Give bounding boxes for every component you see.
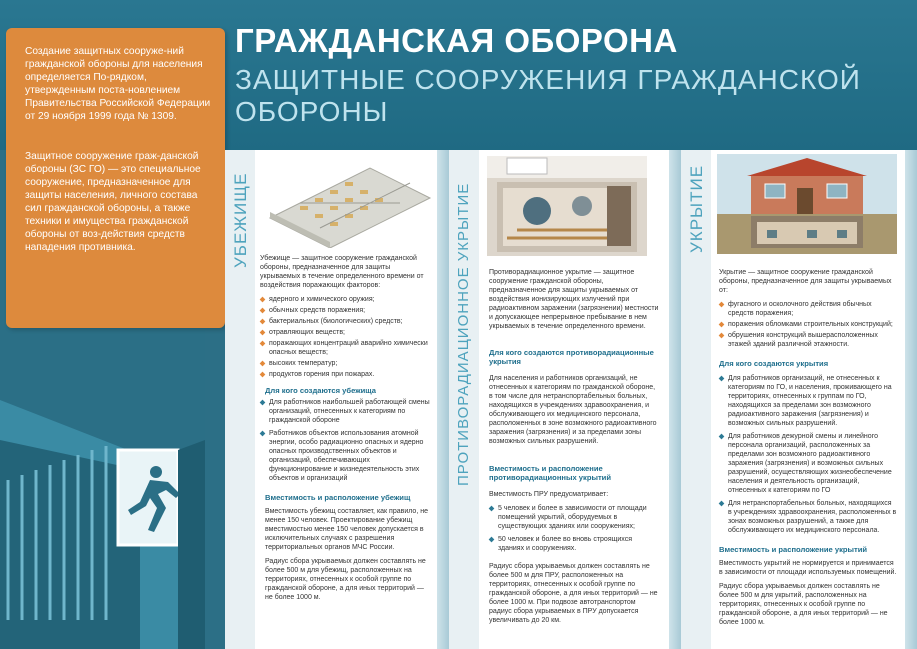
cover-for-whom-heading: Для кого создаются укрытия — [719, 359, 829, 368]
shelter-for-whom-item: Для работников наибольшей работающей смены организаций, отнесенных к категориям по гражданской обороне — [260, 398, 432, 425]
cover-capacity-text: Вместимость укрытий не нормируется и принимается в зависимости от площади используемых помещений. — [719, 560, 897, 576]
intro-paragraph-2: Защитное сооружение граж-данской обороны (ЗС ГО) — это специальное сооружение, предназначенное для защиты населения, личного состава сил гражданской обороны, а также техники и имущества гражданской обороны от воз-действия средств нападения противника. — [25, 151, 201, 253]
right-edge — [905, 150, 917, 649]
cover-capacity-heading: Вместимость и расположение укрытий — [719, 545, 868, 554]
cover-for-whom-item: Для нетранспортабельных больных, находящихся в учреждениях здравоохранения, расположенных в зонах возможных разрушений, а также для обслуживающего их медицинского персонала. — [719, 499, 897, 535]
shelter-definition: Убежище — защитное сооружение гражданской обороны, предназначенное для защиты укрываемых в течение определенного времени от воздействия поражающих факторов: — [260, 255, 424, 289]
cover-factor: фугасного и осколочного действия обычных средств поражения; — [719, 300, 897, 318]
shelter-factor: ядерного и химического оружия; — [260, 295, 432, 304]
panel-separator — [669, 150, 681, 649]
cover-for-whom-item: Для работников организаций, не отнесенных к категориям по ГО, и населения, проживающего на территориях, отнесенных к группам по ГО, находящихся за пределами зон возможного радиоактивного заражения (загрязнения) и возможных сильных разрушений. — [719, 374, 897, 428]
shelter-panel — [225, 150, 437, 649]
shelter-illustration — [260, 158, 432, 248]
pru-panel — [449, 150, 669, 649]
pru-capacity-item: 5 человек и более в зависимости от площади помещений укрытий, оборудуемых в существующих зданиях или сооружениях; — [489, 504, 659, 531]
pru-capacity-item: 50 человек и более во вновь строящихся зданиях и сооружениях. — [489, 535, 659, 553]
cover-radius-text: Радиус сбора укрываемых должен составлять не более 500 м для укрытий, расположенных на территориях, отнесенных к особой группе по гражданской обороне, а для иных территорий — не более 1000 м. — [719, 583, 888, 626]
page-subtitle: ЗАЩИТНЫЕ СООРУЖЕНИЯ ГРАЖДАНСКОЙ ОБОРОНЫ — [235, 64, 861, 127]
cover-label: УКРЫТИЕ — [687, 164, 706, 253]
shelter-for-whom-item: Работников объектов использования атомной энергии, особо радиационно опасных и ядерно опасных производственных объектов и организаций, обеспечивающих функционирование и жизнедеятельность этих объектов и организаций — [260, 429, 432, 483]
panel-separator — [437, 150, 449, 649]
cover-illustration — [717, 154, 897, 254]
shelter-capacity-text: Вместимость убежищ составляет, как правило, не менее 150 человек. Проектирование убежищ вместимостью менее 150 человек допускается в исключительных случаях с разрешения территориальных органов МЧС России. — [265, 508, 428, 551]
shelter-factor: высоких температур; — [260, 359, 432, 368]
shelter-factor: продуктов горения при пожарах. — [260, 370, 432, 379]
shelter-label: УБЕЖИЩЕ — [231, 172, 250, 268]
cover-for-whom-item: Для работников дежурной смены и линейного персонала организаций, расположенных за пределами зон возможного радиоактивного заражения (загрязнения) и возможных сильных разрушений, осуществляющих жизнеобеспечение населения и деятельность организаций, отнесенных к категориям по ГО — [719, 432, 897, 495]
shelter-for-whom-heading: Для кого создаются убежища — [265, 386, 376, 395]
shelter-capacity-heading: Вместимость и расположение убежищ — [265, 493, 411, 502]
pru-label: ПРОТИВОРАДИАЦИОННОЕ УКРЫТИЕ — [455, 182, 472, 486]
shelter-factor: поражающих концентраций аварийно химически опасных веществ; — [260, 339, 432, 357]
pru-radius-text: Радиус сбора укрываемых должен составлять не более 500 м для ПРУ, расположенных на территориях, отнесенных к особой группе по гражданской обороне, а для иных территорий — не более 1000 м. При подвозе автотранспортом радиус сбора укрываемых в ПРУ допускается увеличивать до 20 км. — [489, 563, 658, 624]
shelter-factor: отравляющих веществ; — [260, 328, 432, 337]
shelter-factor: бактериальных (биологических) средств; — [260, 317, 432, 326]
pru-illustration — [487, 156, 647, 256]
pru-capacity-intro: Вместимость ПРУ предусматривает: — [489, 491, 609, 498]
cover-definition: Укрытие — защитное сооружение гражданской обороны, предназначенное для защиты укрываемых от: — [719, 269, 892, 294]
cover-factor: поражения обломками строительных конструкций; — [719, 320, 897, 329]
pru-for-whom-text: Для населения и работников организаций, не отнесенных к категориям по гражданской обороне, в том числе для нетранспортабельных больных, находящихся в учреждениях здравоохранения, и обслуживающего их медицинского персонала, расположенных в зоне возможного радиоактивного заражения (загрязнения) и за пределами зоны возможных сильных разрушений. — [489, 375, 657, 445]
cover-factor: обрушения конструкций вышерасположенных этажей зданий различной этажности. — [719, 331, 897, 349]
pru-definition: Противорадиационное укрытие — защитное сооружение гражданской обороны, предназначенное для защиты укрываемых от воздействия ионизирующих излучений при радиоактивном заражении (загрязнении) местности и допускающее непрерывное пребывание в нем укрываемых в течение определенного времени. — [489, 269, 659, 330]
pru-capacity-heading: Вместимость и расположение противорадиационных укрытий — [489, 464, 612, 482]
shelter-radius-text: Радиус сбора укрываемых должен составлять не более 500 м для убежищ, расположенных на территориях, отнесенных к особой группе по гражданской обороне, а для иных территорий — не более 1000 м. — [265, 558, 426, 601]
cover-panel — [681, 150, 905, 649]
page-title: ГРАЖДАНСКАЯ ОБОРОНА — [235, 22, 678, 59]
pru-for-whom-heading: Для кого создаются противорадиационные укрытия — [489, 348, 654, 366]
intro-paragraph-1: Создание защитных сооруже-ний гражданской обороны для населения определяется По-рядком, утвержденным поста-новлением Правительства Российской Федерации от 29 ноября 1999 года № 1309. — [25, 46, 211, 122]
shelter-factor: обычных средств поражения; — [260, 306, 432, 315]
